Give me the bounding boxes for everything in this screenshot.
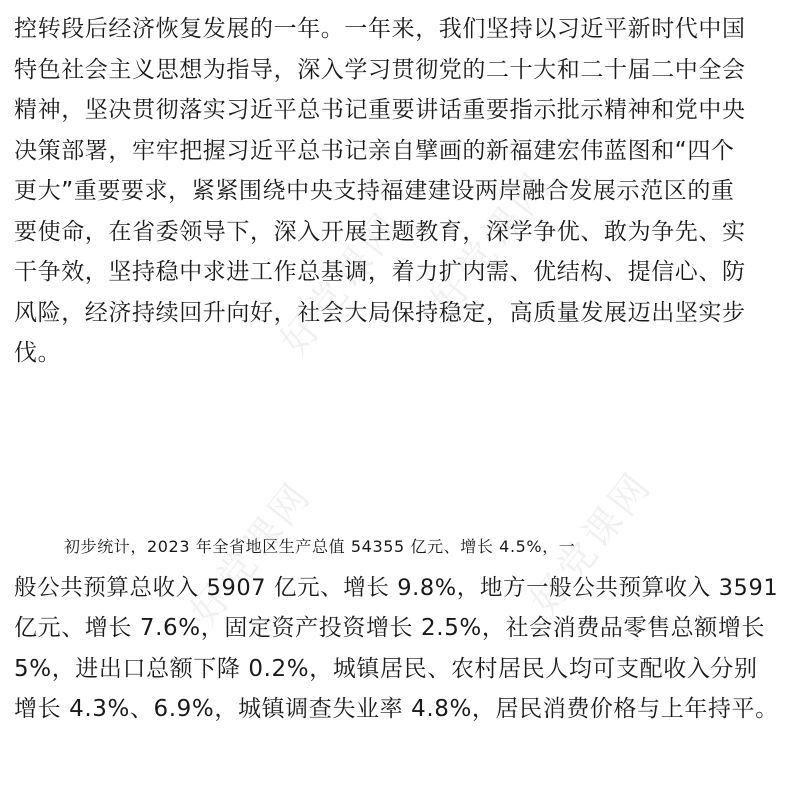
text-line: 干争效，坚持稳中求进工作总基调，着力扩内需、优结构、提信心、防 [14, 259, 746, 285]
paragraph-review [14, 9, 746, 374]
watermark-text: 好党课网 [272, 203, 411, 363]
text-line: 初步统计，2023 年全省地区生产总值 54355 亿元、增长 4.5%，一 [64, 537, 576, 556]
text-line: 精神，坚决贯彻落实习近平总书记重要讲话重要指示批示精神和党中央 [14, 97, 746, 123]
watermark-text: 好党课网 [422, 163, 561, 323]
watermark-text: 好党课网 [182, 473, 321, 633]
text-line: 风险，经济持续回升向好，社会大局保持稳定，高质量发展迈出坚实步 [14, 299, 746, 326]
text-line: 伐。 [14, 340, 62, 366]
paragraph-statistics [14, 527, 779, 730]
text-line: 决策部署，牢牢把握习近平总书记亲自擘画的新福建宏伟蓝图和“四个 [14, 137, 735, 164]
text-line: 更大”重要要求，紧紧围绕中央支持福建建设两岸融合发展示范区的重 [14, 178, 735, 204]
watermark-text: 好党课网 [522, 463, 661, 623]
text-line: 要使命，在省委领导下，深入开展主题教育，深学争优、敢为争先、实 [14, 218, 746, 245]
text-line: 亿元、增长 7.6%，固定资产投资增长 2.5%，社会消费品零售总额增长 [14, 615, 766, 641]
text-line: 般公共预算总收入 5907 亿元、增长 9.8%，地方一般公共预算收入 3591 [14, 574, 779, 601]
text-line: 控转段后经济恢复发展的一年。一年来，我们坚持以习近平新时代中国 [14, 16, 746, 42]
text-line: 5%，进出口总额下降 0.2%，城镇居民、农村居民人均可支配收入分别 [14, 655, 758, 682]
text-line: 增长 4.3%、6.9%，城镇调查失业率 4.8%，居民消费价格与上年持平。 [14, 696, 779, 722]
text-line: 特色社会主义思想为指导，深入学习贯彻党的二十大和二十届二中全会 [14, 56, 746, 83]
